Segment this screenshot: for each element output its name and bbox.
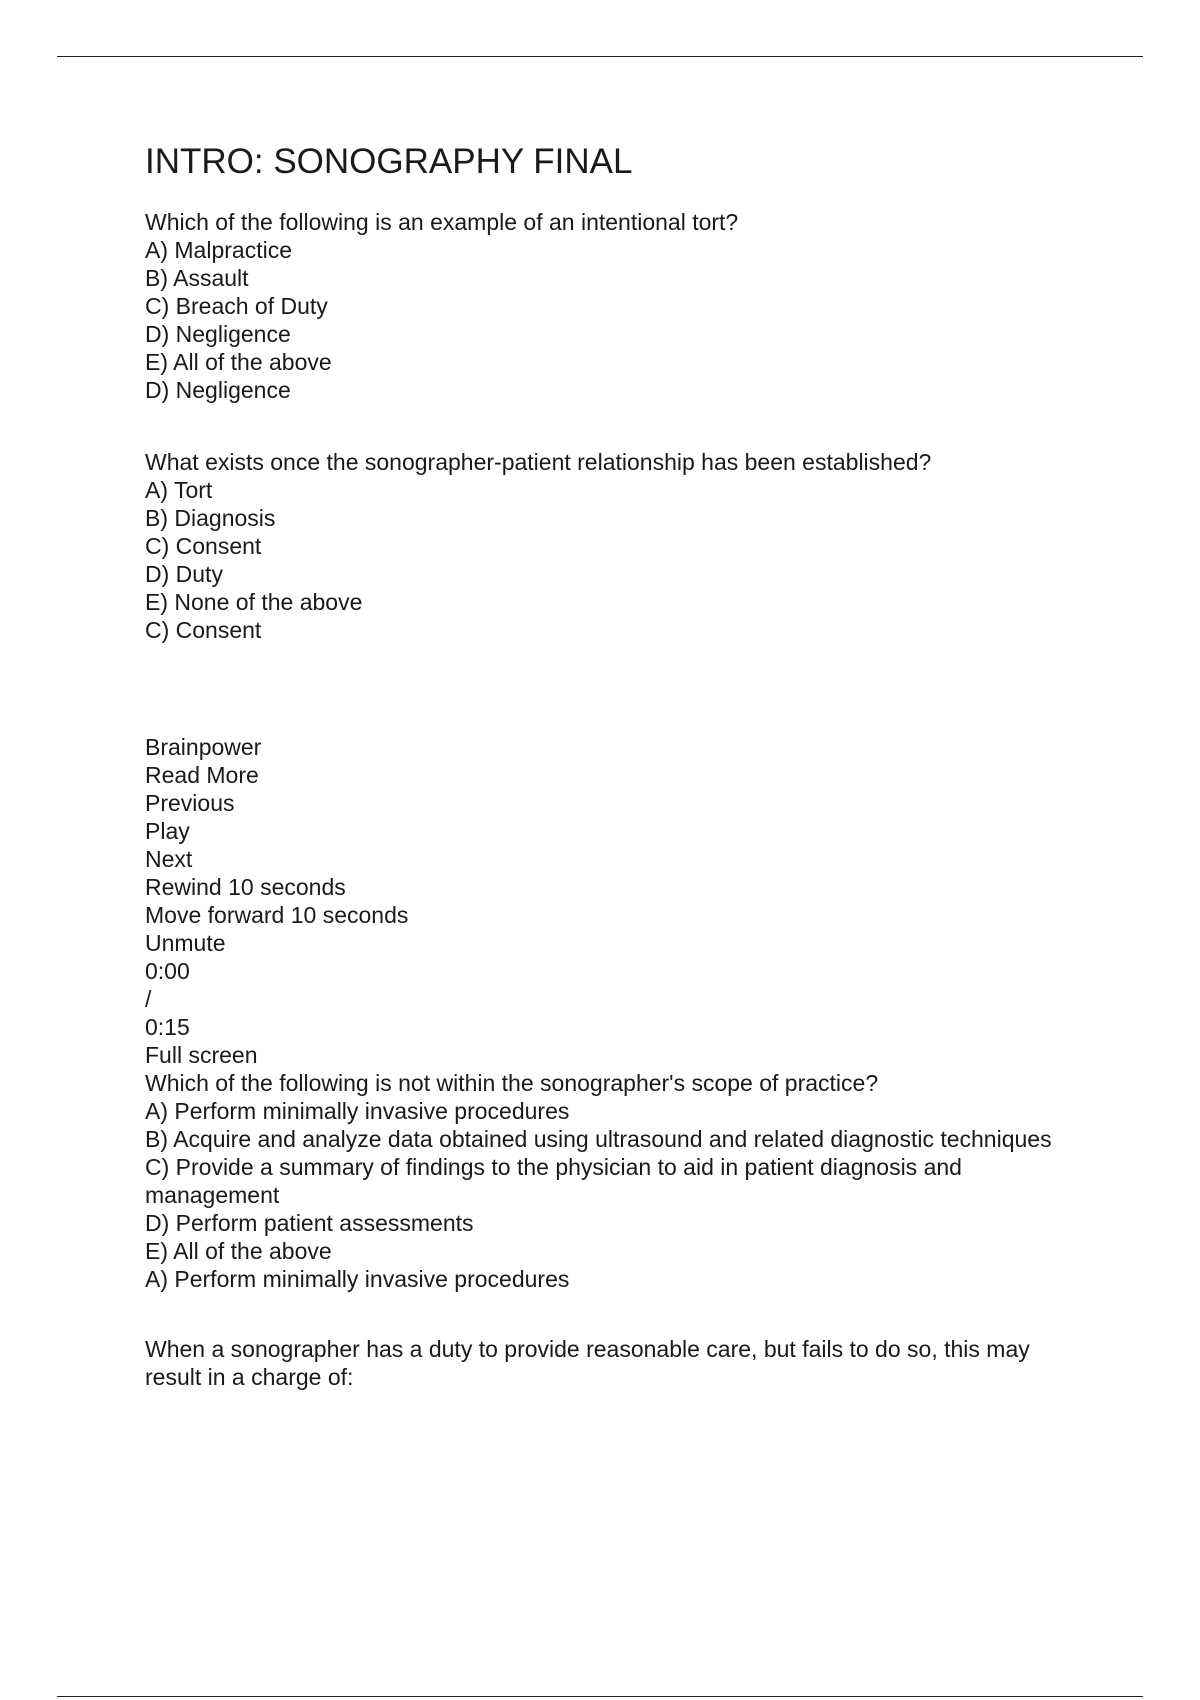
question-prompt: When a sonographer has a duty to provide reasonable care, but fails to do so, this may result in a charge of:	[145, 1336, 1030, 1390]
question-option: C) Consent	[145, 533, 262, 559]
question-prompt: What exists once the sonographer-patient relationship has been established?	[145, 449, 932, 475]
player-brand: Brainpower	[145, 734, 262, 760]
document-title: INTRO: SONOGRAPHY FINAL	[145, 142, 633, 181]
previous-button[interactable]: Previous	[145, 790, 235, 816]
question-option: D) Perform patient assessments	[145, 1210, 474, 1236]
question-option: E) None of the above	[145, 589, 363, 615]
question-option: C) Provide a summary of findings to the physician to aid in patient diagnosis and management	[145, 1154, 962, 1208]
question-option: B) Assault	[145, 265, 249, 291]
question-option: D) Negligence	[145, 321, 291, 347]
bottom-rule	[57, 1696, 1143, 1697]
question-prompt: Which of the following is not within the sonographer's scope of practice?	[145, 1070, 879, 1096]
question-2	[145, 448, 1085, 644]
video-player-text	[145, 733, 1085, 1069]
question-option: A) Malpractice	[145, 237, 292, 263]
document-body	[145, 140, 1085, 1391]
question-answer: A) Perform minimally invasive procedures	[145, 1266, 570, 1292]
question-option: B) Acquire and analyze data obtained using ultrasound and related diagnostic techniques	[145, 1126, 1052, 1152]
top-rule	[57, 56, 1143, 57]
forward-button[interactable]: Move forward 10 seconds	[145, 902, 409, 928]
question-option: E) All of the above	[145, 349, 332, 375]
question-option: D) Duty	[145, 561, 223, 587]
rewind-button[interactable]: Rewind 10 seconds	[145, 874, 346, 900]
current-time: 0:00	[145, 958, 190, 984]
question-prompt: Which of the following is an example of an intentional tort?	[145, 209, 739, 235]
question-3	[145, 1069, 1085, 1293]
question-option: A) Tort	[145, 477, 213, 503]
play-button[interactable]: Play	[145, 818, 190, 844]
time-separator: /	[145, 986, 152, 1012]
question-4	[145, 1335, 1085, 1391]
full-screen-button[interactable]: Full screen	[145, 1042, 258, 1068]
read-more-link[interactable]: Read More	[145, 762, 259, 788]
question-option: E) All of the above	[145, 1238, 332, 1264]
question-option: C) Breach of Duty	[145, 293, 328, 319]
question-answer: C) Consent	[145, 617, 262, 643]
question-option: B) Diagnosis	[145, 505, 276, 531]
question-option: A) Perform minimally invasive procedures	[145, 1098, 570, 1124]
question-answer: D) Negligence	[145, 377, 291, 403]
duration: 0:15	[145, 1014, 190, 1040]
next-button[interactable]: Next	[145, 846, 193, 872]
question-1	[145, 208, 1085, 404]
unmute-button[interactable]: Unmute	[145, 930, 226, 956]
